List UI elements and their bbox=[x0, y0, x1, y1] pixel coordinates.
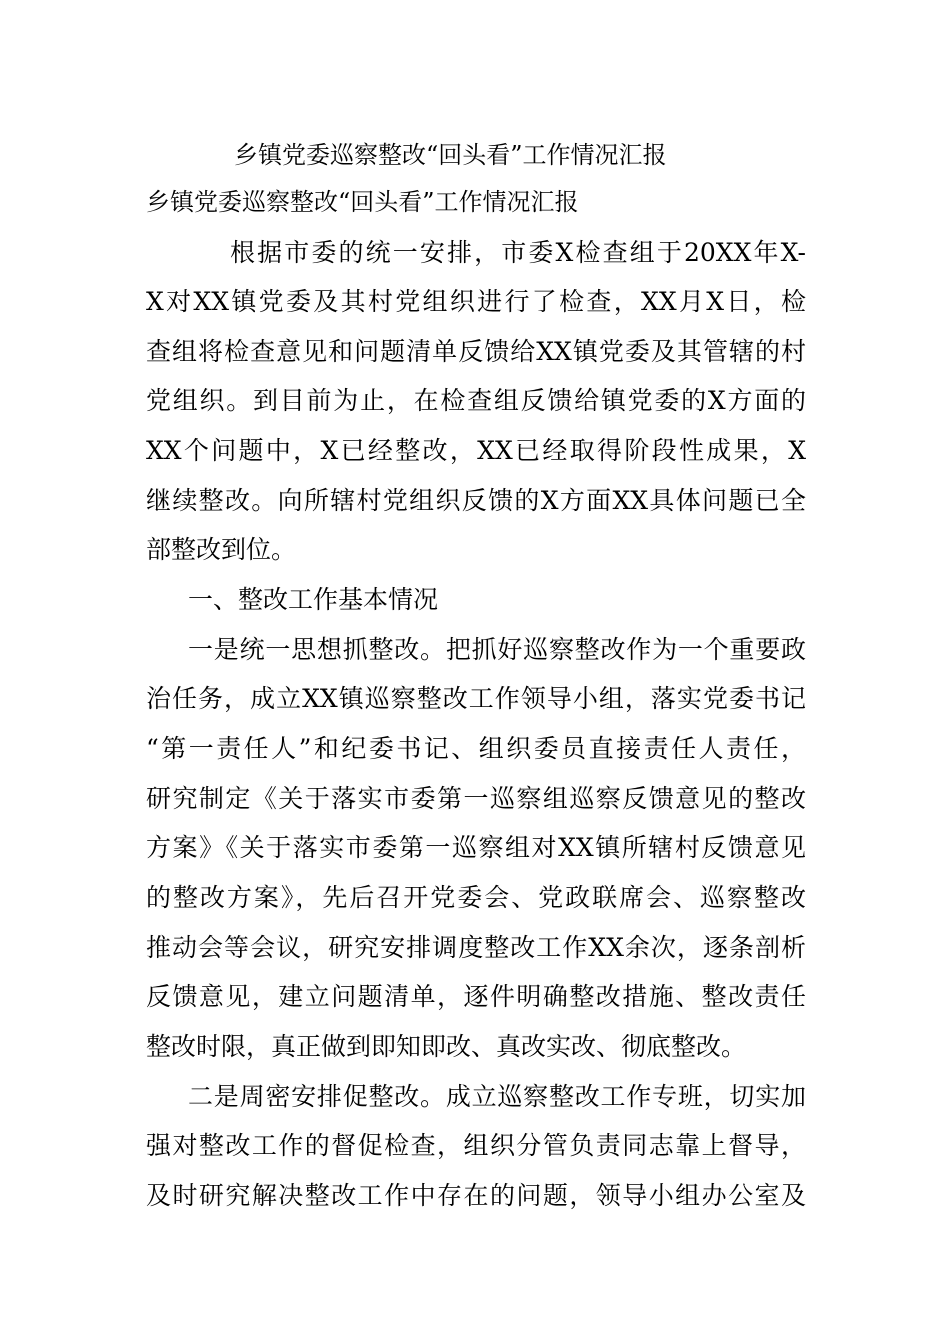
paragraph-line: 二是周密安排促整改。成立巡察整改工作专班，切实加 bbox=[188, 1082, 806, 1111]
document-title-centered: 乡镇党委巡察整改“回头看”工作情况汇报 bbox=[234, 141, 667, 169]
paragraph-line: 查组将检查意见和问题清单反馈给XX镇党委及其管辖的村 bbox=[146, 337, 806, 366]
paragraph-line: 整改时限，真正做到即知即改、真改实改、彻底整改。 bbox=[146, 1032, 747, 1061]
paragraph-line: XX个问题中，X已经整改，XX已经取得阶段性成果，X bbox=[146, 436, 806, 465]
section-heading: 一、整改工作基本情况 bbox=[188, 585, 439, 614]
paragraph-line: 反馈意见，建立问题清单，逐件明确整改措施、整改责任 bbox=[146, 982, 806, 1011]
paragraph-line: 强对整改工作的督促检查，组织分管负责同志靠上督导， bbox=[146, 1131, 806, 1160]
paragraph-line: “第一责任人”和纪委书记、组织委员直接责任人责任， bbox=[146, 734, 806, 763]
paragraph-line: 继续整改。向所辖村党组织反馈的X方面XX具体问题已全 bbox=[146, 486, 806, 515]
paragraph-line: X对XX镇党委及其村党组织进行了检查，XX月X日，检 bbox=[146, 287, 806, 316]
paragraph-line: 根据市委的统一安排，市委X检查组于20XX年X- bbox=[230, 238, 806, 267]
document-title-left: 乡镇党委巡察整改“回头看”工作情况汇报 bbox=[146, 188, 579, 216]
paragraph-line: 的整改方案》，先后召开党委会、党政联席会、巡察整改 bbox=[146, 883, 806, 912]
paragraph-line: 部整改到位。 bbox=[146, 535, 297, 564]
paragraph-line: 一是统一思想抓整改。把抓好巡察整改作为一个重要政 bbox=[188, 635, 806, 664]
paragraph-line: 治任务，成立XX镇巡察整改工作领导小组，落实党委书记 bbox=[146, 684, 806, 713]
paragraph-line: 推动会等会议，研究安排调度整改工作XX余次，逐条剖析 bbox=[146, 933, 806, 962]
paragraph-line: 及时研究解决整改工作中存在的问题，领导小组办公室及 bbox=[146, 1181, 806, 1210]
paragraph-line: 方案》《关于落实市委第一巡察组对XX镇所辖村反馈意见 bbox=[146, 833, 806, 862]
paragraph-line: 党组织。到目前为止，在检查组反馈给镇党委的X方面的 bbox=[146, 386, 806, 415]
paragraph-line: 研究制定《关于落实市委第一巡察组巡察反馈意见的整改 bbox=[146, 784, 806, 813]
